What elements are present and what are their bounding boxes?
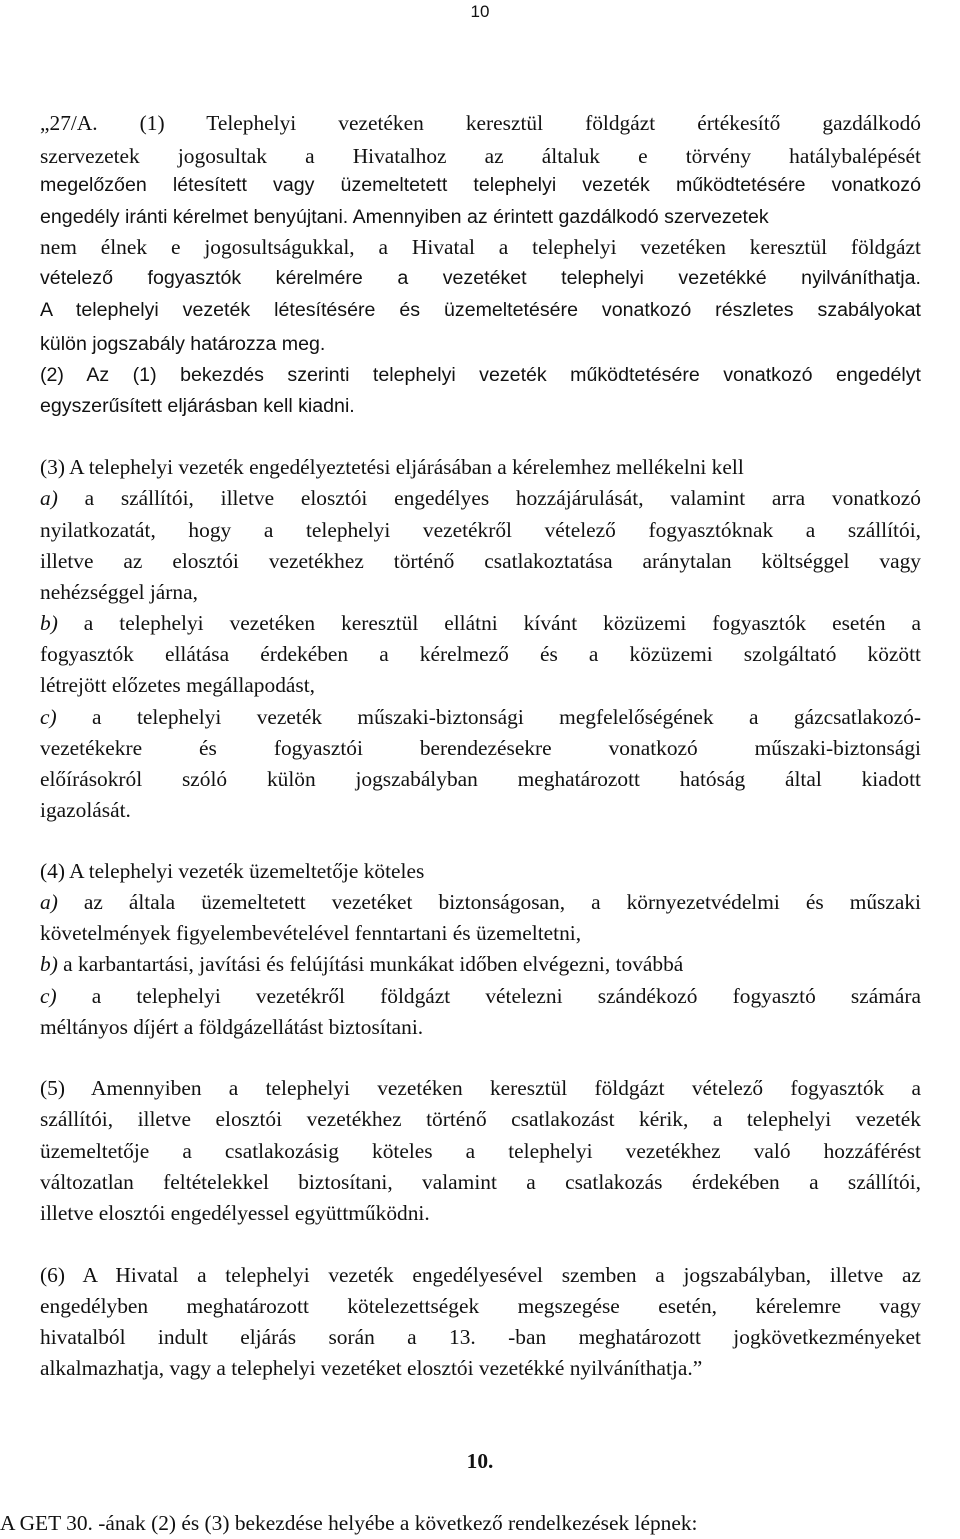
page-number: 10 [470,2,490,21]
text-line: igazolását. [40,798,131,822]
text-line: vezetékekre és fogyasztói berendezésekre vonatkozó műszaki-biztonsági [40,736,921,760]
text-line: nem élnek e jogosultságukkal, a Hivatal a telephelyi vezetéken keresztül földgázt [40,235,921,259]
text-line: „27/A. (1) Telephelyi vezetéken keresztül földgázt értékesítő gazdálkodó [40,111,921,135]
text-line: előírásokról szóló külön jogszabályban meghatározott hatóság által kiadott [40,767,921,791]
item-label: a) [40,486,58,510]
text-line: A telephelyi vezeték létesítésére és üzemeltetésére vonatkozó részletes szabályokat [40,299,921,321]
text-line: (4) A telephelyi vezeték üzemeltetője köteles [40,859,425,883]
text-span: a telephelyi vezetékről földgázt vételezni szándékozó fogyasztó számára [56,984,921,1008]
text-line: (5) Amennyiben a telephelyi vezetéken keresztül földgázt vételező fogyasztók a [40,1076,921,1100]
text-line: fogyasztók ellátása érdekében a kérelmező és a közüzemi szolgáltató között [40,642,921,666]
text-span: Amennyiben az érintett gazdálkodó szervezetek [348,206,769,228]
text-line [40,610,921,637]
text-line: üzemeltetője a csatlakozásig köteles a telephelyi vezetékhez való hozzáférést [40,1139,921,1163]
text-line: szervezetek jogosultak a Hivatalhoz az általuk e törvény hatálybalépését [40,144,921,168]
text-line: változatlan feltételekkel biztosítani, valamint a csatlakozás érdekében a szállítói, [40,1170,921,1194]
text-line: méltányos díjért a földgázellátást biztosítani. [40,1015,424,1039]
item-label: c) [40,705,57,729]
text-span: az általa üzemeltetett vezetéket biztonságosan, a környezetvédelmi és műszaki [57,890,921,914]
text-line: szállítói, illetve elosztói vezetékhez történő csatlakozást kérik, a telephelyi vezeték [40,1107,921,1131]
text-line: alkalmazhatja, vagy a telephelyi vezetéket elosztói vezetékké nyilváníthatja.” [40,1356,703,1380]
text-span: engedély iránti kérelmet benyújtani. [40,206,349,228]
item-label: c) [40,984,57,1008]
text-line: követelmények figyelembevételével fenntartani és üzemeltetni, [40,921,582,945]
text-line [40,983,921,1010]
text-span: a szállítói, illetve elosztói engedélyes hozzájárulását, valamint arra vonatkozó [57,486,921,510]
text-line [40,204,769,231]
text-line: nyilatkozatát, hogy a telephelyi vezetékről vételező fogyasztóknak a szállítói, [40,518,921,542]
text-line: vételező fogyasztók kérelmére a vezetéket telephelyi vezetékké nyilváníthatja. [40,267,921,289]
text-line: engedélyben meghatározott kötelezettségek megszegése esetén, kérelemre vagy [40,1294,921,1318]
text-line: illetve az elosztói vezetékhez történő csatlakoztatása aránytalan költséggel vagy [40,549,921,573]
text-line [40,889,921,916]
text-line: egyszerűsített eljárásban kell kiadni. [40,395,355,417]
footer-text: A GET 30. -ának (2) és (3) bekezdése helyébe a következő rendelkezések lépnek: [0,1511,698,1535]
item-label: b) [40,952,58,976]
text-line: (6) A Hivatal a telephelyi vezeték engedélyesével szemben a jogszabályban, illetve az [40,1263,921,1287]
text-line: illetve elosztói engedélyessel együttműködni. [40,1201,430,1225]
text-line [40,485,921,512]
text-line: (3) A telephelyi vezeték engedélyeztetési eljárásában a kérelemhez mellékelni kell [40,455,744,479]
text-line: nehézséggel járna, [40,580,198,604]
text-line [40,951,921,978]
text-line [40,704,921,731]
text-span: a telephelyi vezetéken keresztül ellátni kívánt közüzemi fogyasztók esetén a [57,611,921,635]
text-line: megelőzően létesített vagy üzemeltetett telephelyi vezeték működtetésére vonatkozó [40,174,921,196]
text-line: hivatalból indult eljárás során a 13. -ban meghatározott jogkövetkezményeket [40,1325,921,1349]
item-label: a) [40,890,58,914]
text-line: létrejött előzetes megállapodást, [40,673,315,697]
section-heading: 10. [466,1449,494,1473]
text-span: a karbantartási, javítási és felújítási munkákat időben elvégezni, továbbá [57,952,684,976]
text-line: külön jogszabály határozza meg. [40,333,326,355]
item-label: b) [40,611,58,635]
text-line: (2) Az (1) bekezdés szerinti telephelyi vezeték működtetésére vonatkozó engedélyt [40,364,921,386]
text-span: a telephelyi vezeték műszaki-biztonsági megfelelőségének a gázcsatlakozó- [56,705,921,729]
